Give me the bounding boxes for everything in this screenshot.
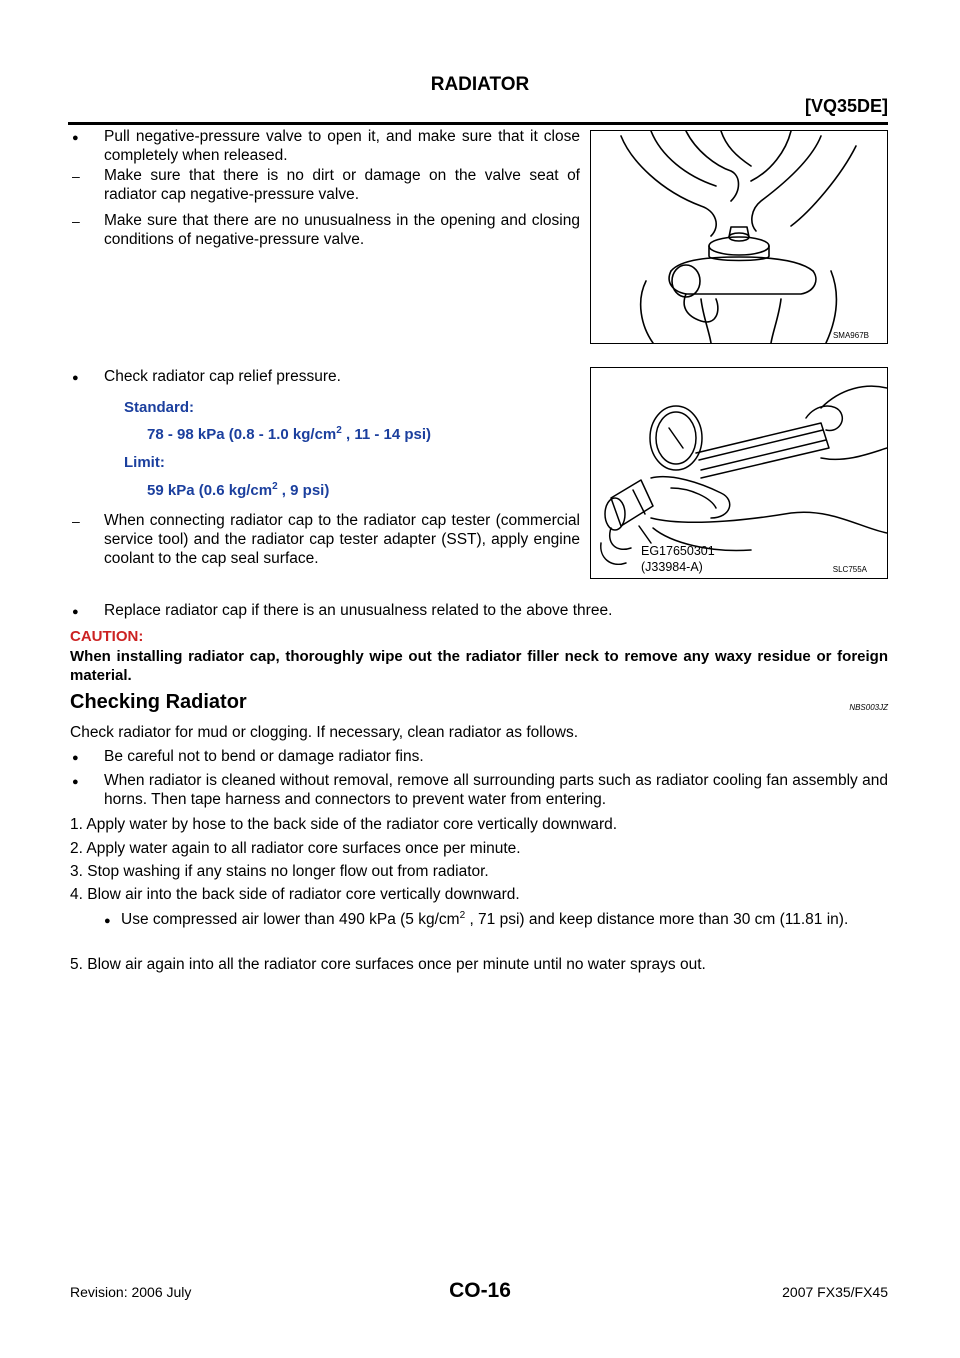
engine-code: [VQ35DE] bbox=[804, 96, 888, 116]
page-title: RADIATOR bbox=[430, 74, 530, 95]
figure-cap-valve bbox=[590, 130, 888, 344]
numbered-step-3: 3. Stop washing if any stains no longer flow out from radiator. bbox=[70, 863, 489, 880]
step-compressed-air: Use compressed air lower than 490 kPa (5 $kg/cm^2$ , 71 psi) and keep distance more than 30 cm (11.81 in). bbox=[121, 909, 849, 928]
standard-value: 78 - 98 kPa (0.8 - 1.0 $kg/cm^2$ , 11 - 14 psi) bbox=[147, 425, 432, 443]
caution-label: CAUTION: bbox=[70, 628, 144, 645]
dash-icon: – bbox=[72, 213, 80, 229]
substep-valve-condition: Make sure that there are no unusualness in the opening and closing conditions of negative-pressure valve. bbox=[104, 212, 580, 248]
header-rule bbox=[68, 122, 888, 125]
bullet-icon: ● bbox=[72, 132, 79, 144]
limit-value: 59 kPa (0.6 $kg/cm^2$ , 9 psi) bbox=[147, 481, 330, 499]
bullet-icon: ● bbox=[104, 915, 111, 927]
revision-date: Revision: 2006 July bbox=[70, 1284, 192, 1300]
substep-connect-tester: When connecting radiator cap to the radiator cap tester (commercial service tool) and the radiator cap tester adapter (SST), apply engine coolant to the cap seal surface. bbox=[104, 512, 580, 567]
numbered-step-1: 1. Apply water by hose to the back side of the radiator core vertically downward. bbox=[70, 816, 618, 833]
step-careful-fins: Be careful not to bend or damage radiator fins. bbox=[104, 748, 424, 765]
step-pull-valve: Pull negative-pressure valve to open it, and make sure that it close completely when released. bbox=[104, 128, 580, 164]
limit-label: Limit: bbox=[124, 454, 165, 471]
substep-valve-seat: Make sure that there is no dirt or damage on the valve seat of radiator cap negative-pressure valve. bbox=[104, 167, 580, 203]
bullet-icon: ● bbox=[72, 752, 79, 764]
dash-icon: – bbox=[72, 168, 80, 184]
standard-label: Standard: bbox=[124, 399, 195, 416]
section-code: NBS003JZ bbox=[849, 703, 888, 712]
figure-cap-tester bbox=[590, 367, 888, 579]
numbered-step-4: 4. Blow air into the back side of radiator core vertically downward. bbox=[70, 886, 520, 903]
numbered-step-5: 5. Blow air again into all the radiator core surfaces once per minute until no water sprays out. bbox=[70, 956, 706, 973]
figure-code: SMA967B bbox=[832, 331, 869, 340]
caution-text: When installing radiator cap, thoroughly wipe out the radiator filler neck to remove any waxy residue or foreign material. bbox=[70, 648, 888, 684]
section-heading: Checking Radiator bbox=[70, 691, 247, 713]
tool-number-alt: (J33984-A) bbox=[641, 560, 703, 574]
hands-valve-illustration bbox=[591, 131, 887, 343]
bullet-icon: ● bbox=[72, 606, 79, 618]
bullet-icon: ● bbox=[72, 372, 79, 384]
dash-icon: – bbox=[72, 513, 80, 529]
tool-number: EG17650301 bbox=[641, 544, 715, 558]
step-check-relief: Check radiator cap relief pressure. bbox=[104, 368, 341, 385]
figure-code: SLC755A bbox=[832, 565, 867, 574]
cap-tester-illustration bbox=[591, 368, 887, 578]
numbered-step-2: 2. Apply water again to all radiator core surfaces once per minute. bbox=[70, 840, 521, 857]
step-remove-parts: When radiator is cleaned without removal, remove all surrounding parts such as radiator cooling fan assembly and horns. Then tape harness and connectors to prevent water from entering. bbox=[104, 772, 888, 808]
intro-text: Check radiator for mud or clogging. If necessary, clean radiator as follows. bbox=[70, 724, 579, 741]
bullet-icon: ● bbox=[72, 776, 79, 788]
page-number: CO-16 bbox=[449, 1279, 511, 1302]
step-replace-cap: Replace radiator cap if there is an unusualness related to the above three. bbox=[104, 602, 613, 619]
model-name: 2007 FX35/FX45 bbox=[782, 1284, 888, 1300]
